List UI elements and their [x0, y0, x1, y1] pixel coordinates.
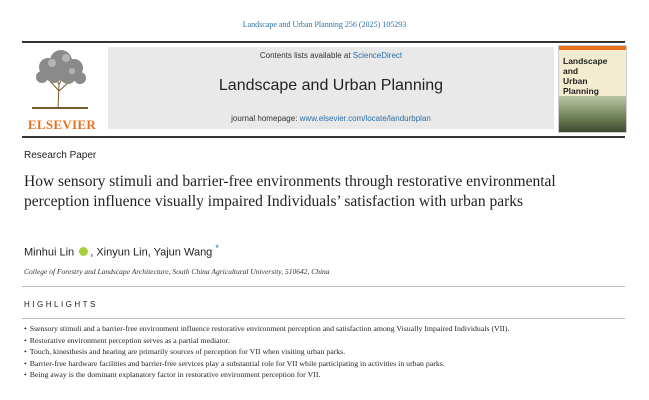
highlight-item: [24, 346, 624, 358]
bullet-icon: •: [24, 370, 27, 380]
contents-available-line: [108, 51, 554, 60]
sciencedirect-link[interactable]: ScienceDirect: [352, 51, 403, 60]
highlight-item: [24, 323, 624, 335]
highlight-text: Ssensory stimuli and a barrier-free environment influence restorative environment perception and satisfaction among Visually Impaired Individuals (VII).: [29, 324, 510, 333]
corresponding-author-marker[interactable]: *: [215, 243, 219, 253]
highlight-item: [24, 369, 624, 381]
cover-accent-bar: [559, 46, 626, 50]
elsevier-logo[interactable]: [22, 47, 102, 132]
author-xinyun-lin[interactable]: , Xinyun Lin: [90, 246, 148, 259]
journal-reference[interactable]: Landscape and Urban Planning 256 (2025) 105293: [242, 20, 407, 29]
article-type: Research Paper: [24, 150, 97, 161]
author-list: [24, 243, 219, 259]
elsevier-tree-icon: [28, 47, 92, 111]
highlight-text: Being away is the dominant explanatory factor in restorative environment perception for VII.: [29, 370, 321, 380]
homepage-prefix: journal homepage:: [231, 114, 300, 123]
bullet-icon: •: [24, 335, 27, 345]
highlight-item: [24, 335, 624, 347]
highlights-heading: HIGHLIGHTS: [24, 300, 98, 309]
article-title: How sensory stimuli and barrier-free environments through restorative environmental perception influence visually impaired Individuals’ satisfaction with urban parks: [24, 173, 556, 210]
highlights-divider: [22, 318, 625, 319]
journal-homepage-line: [108, 114, 554, 123]
contents-prefix: Contents lists available at: [259, 51, 353, 60]
elsevier-wordmark: ELSEVIER: [27, 117, 97, 132]
highlight-text: Restorative environment perception serves as a partial mediator.: [29, 335, 230, 345]
author-yajun-wang[interactable]: , Yajun Wang: [147, 246, 213, 259]
author-affiliation: College of Forestry and Landscape Architecture, South China Agricultural University, 510642, China: [24, 267, 330, 276]
bullet-icon: •: [24, 358, 27, 368]
highlight-text: Touch, kinesthesis and hearing are primarily sources of perception for VII when visiting urban parks.: [29, 347, 346, 357]
author-minhui-lin[interactable]: Minhui Lin: [24, 246, 75, 259]
cover-photo: [559, 96, 626, 132]
highlights-top-rule: [22, 286, 625, 287]
cover-title: [563, 56, 623, 96]
header-bottom-rule: [22, 136, 625, 138]
bullet-icon: •: [24, 347, 27, 357]
orcid-icon[interactable]: [79, 247, 88, 256]
journal-title[interactable]: Landscape and Urban Planning: [218, 77, 444, 94]
cover-title-line1: Landscape and: [563, 56, 608, 76]
journal-cover-thumbnail[interactable]: [558, 45, 627, 133]
highlights-list: [24, 323, 624, 381]
journal-header: [22, 41, 627, 131]
bullet-icon: •: [24, 324, 27, 333]
journal-homepage-link[interactable]: www.elsevier.com/locate/landurbplan: [299, 114, 431, 123]
journal-masthead: [108, 47, 554, 129]
highlight-item: [24, 358, 624, 370]
highlight-text: Barrier-free hardware facilities and barrier-free services play a substantial role for VII while participating in activities in urban parks.: [29, 358, 445, 368]
cover-title-line2: Urban Planning: [563, 76, 599, 96]
